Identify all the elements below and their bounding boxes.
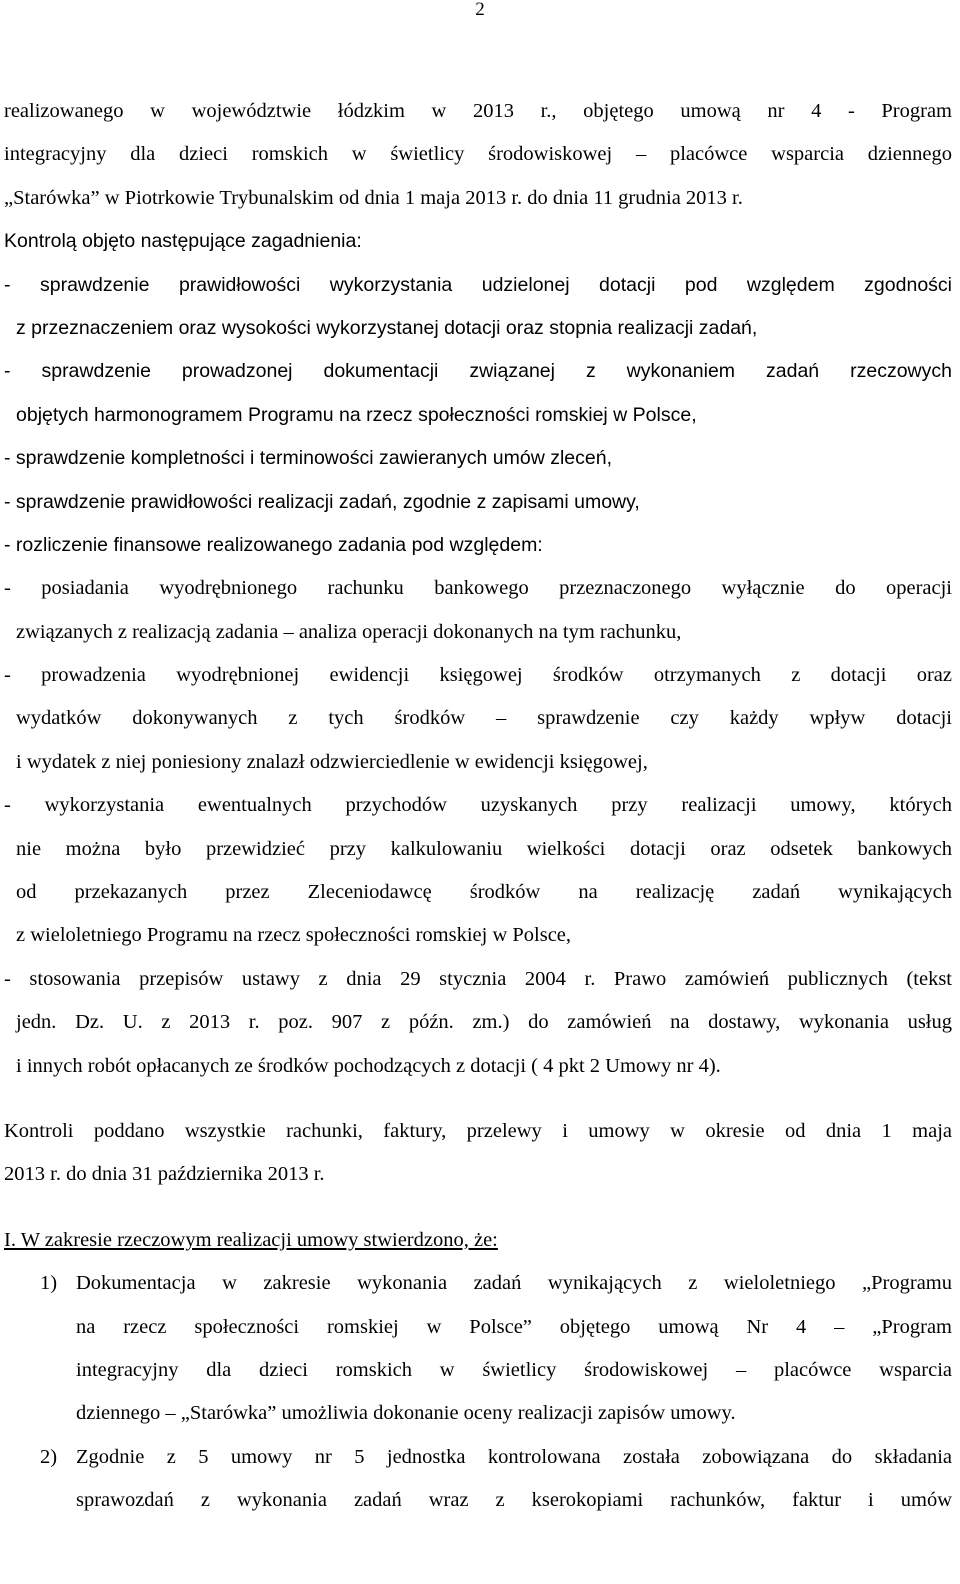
list-item-continuation: i wydatek z niej poniesiony znalazł odzwierciedlenie w ewidencji księgowej, [16,750,648,773]
finding-number: 1) [40,1272,58,1295]
finding-line: integracyjny dla dzieci romskich w świetlicy środowiskowej – placówce wsparcia [76,1358,952,1381]
list-item: - wykorzystania ewentualnych przychodów uzyskanych przy realizacji umowy, których [4,794,952,817]
finding-line: 1) Dokumentacja w zakresie wykonania zadań wynikających z wieloletniego „Programu [4,1262,952,1305]
page-number: 2 [475,0,485,20]
list-item-continuation: i innych robót opłacanych ze środków pochodzących z dotacji ( 4 pkt 2 Umowy nr 4). [16,1054,721,1077]
list-item-continuation: z wieloletniego Programu na rzecz społeczności romskiej w Polsce, [16,924,572,947]
finding-line: sprawozdań z wykonania zadań wraz z kserokopiami rachunków, faktur i umów [76,1489,952,1512]
period-paragraph [4,1110,952,1197]
scope-section [4,220,952,567]
list-item-continuation: objętych harmonogramem Programu na rzecz społeczności romskiej w Polsce, [16,403,697,426]
text-line: Kontroli poddano wszystkie rachunki, faktury, przelewy i umowy w okresie od dnia 1 maja [4,1119,952,1142]
finding-line: na rzecz społeczności romskiej w Polsce” objętego umową Nr 4 – „Program [76,1315,952,1338]
document-body [4,90,952,1523]
list-item: - sprawdzenie prawidłowości realizacji zadań, zgodnie z zapisami umowy, [4,490,640,513]
list-item-continuation: wydatków dokonywanych z tych środków – sprawdzenie czy każdy wpływ dotacji [16,707,952,730]
list-item: - sprawdzenie prowadzonej dokumentacji związanej z wykonaniem zadań rzeczowych [4,360,952,383]
finding-line: 2) Zgodnie z 5 umowy nr 5 jednostka kontrolowana została zobowiązana do składania [4,1436,952,1479]
intro-paragraph [4,90,952,220]
list-item-continuation: od przekazanych przez Zleceniodawcę środków na realizację zadań wynikających [16,881,952,904]
finding-item [4,1436,952,1523]
list-item: - sprawdzenie prawidłowości wykorzystania udzielonej dotacji pod względem zgodności [4,273,952,296]
finding-line: dziennego – „Starówka” umożliwia dokonanie oceny realizacji zapisów umowy. [76,1402,736,1425]
list-item: - stosowania przepisów ustawy z dnia 29 stycznia 2004 r. Prawo zamówień publicznych (tekst [4,967,952,990]
list-item: - prowadzenia wyodrębnionej ewidencji księgowej środków otrzymanych z dotacji oraz [4,664,952,687]
settlement-list [4,567,952,1088]
list-item: - sprawdzenie kompletności i terminowości zawieranych umów zleceń, [4,447,612,470]
scope-intro: Kontrolą objęto następujące zagadnienia: [4,230,362,253]
section-heading: I. W zakresie rzeczowym realizacji umowy stwierdzono, że: [4,1228,498,1251]
text-line: 2013 r. do dnia 31 października 2013 r. [4,1163,325,1186]
finding-number: 2) [40,1445,58,1468]
findings-list [4,1262,952,1522]
list-item-continuation: jedn. Dz. U. z 2013 r. poz. 907 z późn. zm.) do zamówień na dostawy, wykonania usług [16,1011,952,1034]
list-item: - posiadania wyodrębnionego rachunku bankowego przeznaczonego wyłącznie do operacji [4,577,952,600]
text-line: realizowanego w województwie łódzkim w 2013 r., objętego umową nr 4 - Program [4,100,952,122]
text-line: integracyjny dla dzieci romskich w świetlicy środowiskowej – placówce wsparcia dziennego [4,143,952,166]
list-item-continuation: z przeznaczeniem oraz wysokości wykorzystanej dotacji oraz stopnia realizacji zadań, [16,316,758,339]
list-item-continuation: nie można było przewidzieć przy kalkulowaniu wielkości dotacji oraz odsetek bankowych [16,837,952,860]
text-line: „Starówka” w Piotrkowie Trybunalskim od dnia 1 maja 2013 r. do dnia 11 grudnia 2013 r. [4,186,743,209]
finding-item [4,1262,952,1436]
list-item-continuation: związanych z realizacją zadania – analiza operacji dokonanych na tym rachunku, [16,620,682,643]
list-item: - rozliczenie finansowe realizowanego zadania pod względem: [4,533,543,556]
